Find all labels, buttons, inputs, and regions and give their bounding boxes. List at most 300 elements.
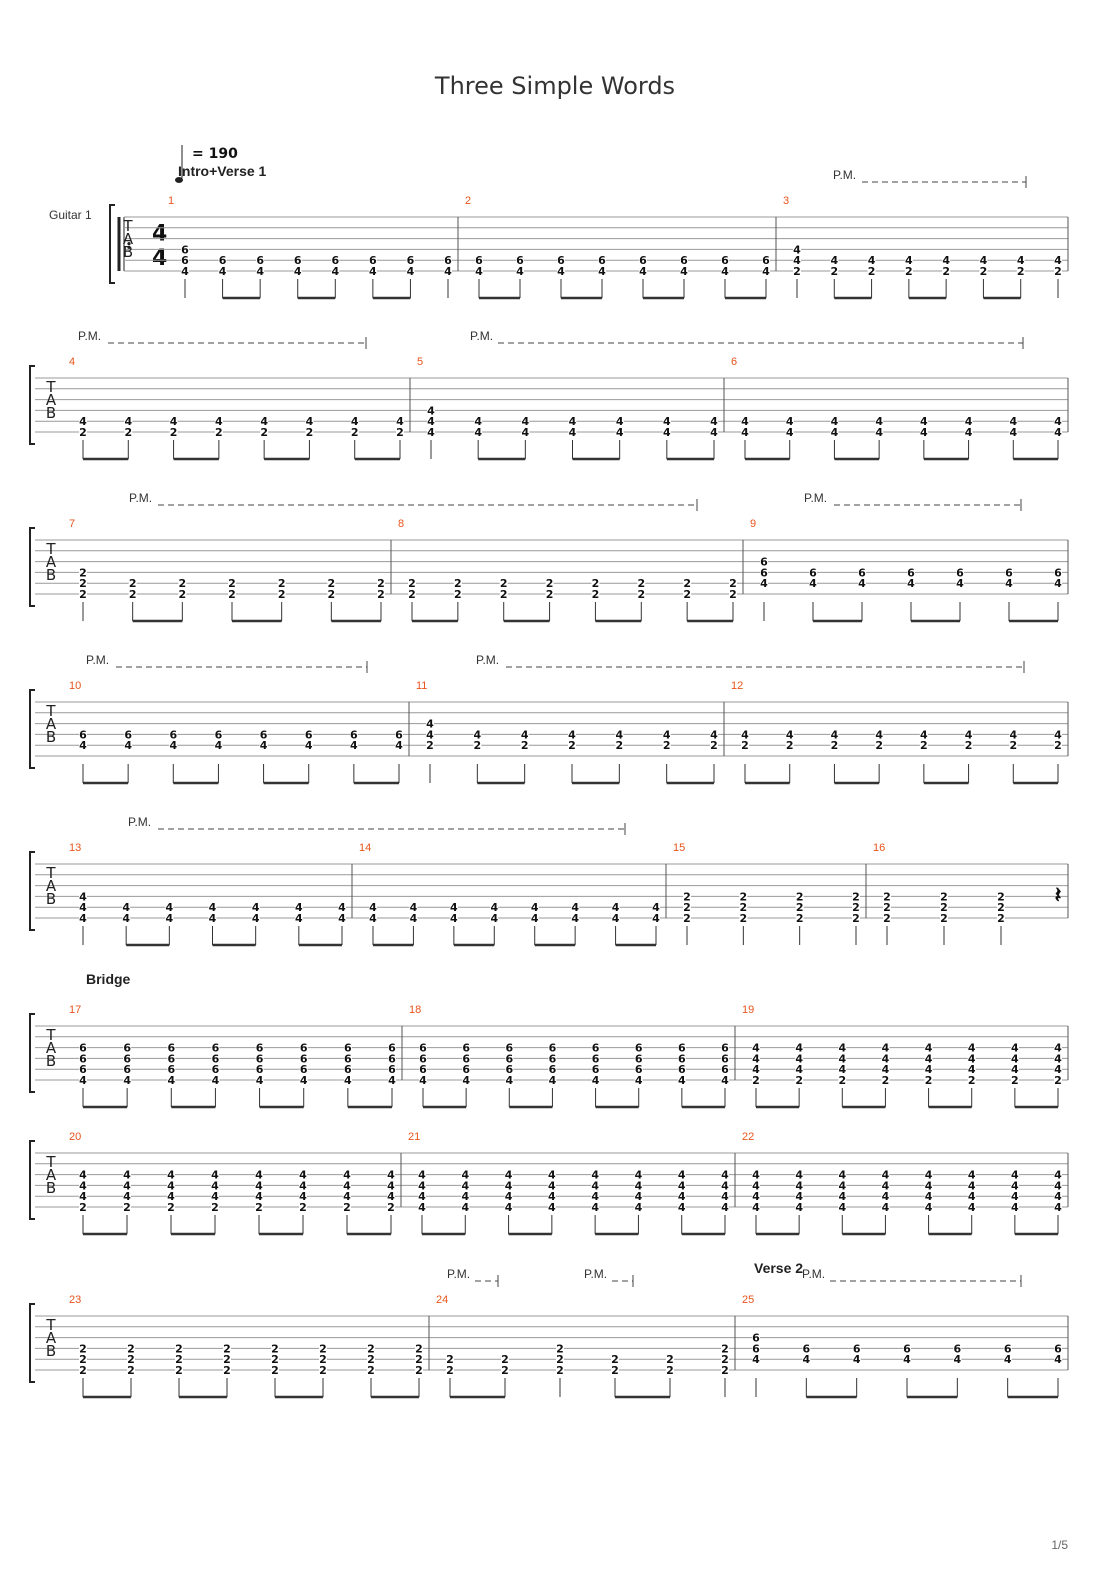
fret-number: 2 (883, 890, 891, 904)
tab-clef-letter: A (45, 715, 57, 733)
fret-number: 2 (501, 1364, 509, 1377)
fret-number: 6 (169, 728, 178, 742)
fret-number: 4 (396, 415, 404, 429)
fret-number: 2 (1054, 265, 1062, 278)
tab-clef-letter: T (46, 1316, 56, 1334)
fret-number: 2 (883, 912, 891, 925)
tab-clef-letter: A (122, 230, 134, 248)
fret-number: 2 (852, 912, 860, 925)
tab-clef-letter: A (45, 1039, 57, 1057)
fret-number: 4 (474, 426, 482, 439)
fret-number: 4 (571, 912, 579, 925)
fret-number: 4 (406, 265, 415, 278)
fret-number: 4 (967, 1052, 976, 1066)
measure-number: 2 (465, 195, 472, 207)
fret-number: 4 (678, 1074, 686, 1087)
fret-number: 2 (79, 1364, 87, 1377)
fret-number: 4 (942, 254, 950, 268)
fret-number: 4 (123, 1190, 131, 1204)
fret-number: 6 (79, 1052, 87, 1066)
fret-number: 4 (924, 1190, 933, 1204)
fret-number: 4 (79, 1179, 87, 1193)
fret-number: 4 (924, 1168, 933, 1182)
fret-number: 2 (123, 1201, 131, 1214)
fret-number: 4 (79, 1074, 87, 1087)
fret-number: 2 (741, 739, 749, 753)
fret-number: 2 (710, 739, 718, 753)
fret-number: 2 (343, 1201, 351, 1214)
palm-mute-label: P.M. (447, 1267, 471, 1281)
measure-number: 7 (69, 518, 76, 530)
fret-number: 4 (611, 901, 620, 915)
fret-number: 2 (367, 1342, 375, 1356)
fret-number: 6 (369, 254, 377, 268)
measure-number: 3 (783, 195, 790, 207)
fret-number: 6 (557, 254, 565, 268)
fret-number: 6 (591, 1063, 600, 1077)
fret-number: 2 (997, 890, 1005, 904)
fret-number: 4 (721, 265, 729, 278)
fret-number: 2 (883, 901, 891, 915)
tab-clef-letter: B (45, 728, 57, 746)
fret-number: 4 (881, 1041, 890, 1055)
fret-number: 2 (852, 901, 860, 915)
fret-number: 4 (1054, 426, 1062, 439)
fret-number: 2 (838, 1074, 847, 1087)
system-bracket (30, 366, 35, 444)
fret-number: 6 (591, 1052, 600, 1066)
fret-number: 4 (924, 1179, 933, 1193)
fret-number: 4 (752, 1063, 760, 1077)
fret-number: 2 (319, 1342, 327, 1356)
fret-number: 2 (795, 1074, 803, 1087)
fret-number: 4 (964, 426, 973, 439)
fret-number: 4 (504, 1190, 513, 1204)
fret-number: 4 (591, 1074, 600, 1087)
fret-number: 4 (652, 912, 660, 925)
fret-number: 4 (662, 728, 671, 742)
fret-number: 2 (591, 577, 600, 591)
fret-number: 4 (752, 1353, 760, 1367)
fret-number: 2 (79, 1353, 87, 1367)
fret-number: 2 (271, 1364, 279, 1377)
fret-number: 6 (211, 1041, 220, 1055)
fret-number: 6 (721, 1052, 729, 1066)
fret-number: 2 (721, 1342, 729, 1356)
system-bracket (110, 205, 115, 283)
fret-number: 4 (299, 1168, 307, 1182)
fret-number: 6 (462, 1052, 470, 1066)
fret-number: 6 (858, 566, 866, 580)
fret-number: 4 (615, 415, 624, 429)
fret-number: 4 (721, 1179, 729, 1193)
fret-number: 6 (259, 728, 268, 742)
fret-number: 4 (548, 1074, 557, 1087)
fret-number: 2 (1009, 739, 1018, 753)
fret-number: 6 (762, 254, 770, 268)
system-bracket (30, 1014, 35, 1092)
fret-number: 4 (967, 1201, 976, 1214)
fret-number: 4 (343, 1168, 351, 1182)
fret-number: 4 (924, 1063, 933, 1077)
time-signature-bottom: 4 (152, 246, 168, 272)
fret-number: 4 (881, 1179, 890, 1193)
measure-number: 10 (69, 680, 82, 692)
fret-number: 4 (875, 728, 883, 742)
fret-number: 6 (1054, 566, 1062, 580)
fret-number: 4 (79, 1190, 87, 1204)
fret-number: 4 (967, 1190, 976, 1204)
tab-clef-letter: B (45, 1052, 57, 1070)
fret-number: 2 (501, 1353, 509, 1367)
fret-number: 6 (214, 728, 223, 742)
fret-number: 6 (802, 1342, 811, 1356)
fret-number: 6 (752, 1342, 760, 1356)
palm-mute-label: P.M. (78, 329, 102, 343)
fret-number: 2 (128, 577, 137, 591)
fret-number: 2 (175, 1353, 183, 1367)
fret-number: 2 (446, 1364, 454, 1377)
fret-number: 4 (215, 415, 223, 429)
fret-number: 6 (123, 1052, 131, 1066)
fret-number: 2 (997, 901, 1005, 915)
fret-number: 6 (167, 1063, 176, 1077)
fret-number: 4 (259, 739, 268, 753)
fret-number: 4 (255, 1168, 263, 1182)
fret-number: 2 (1011, 1074, 1019, 1087)
fret-number: 2 (127, 1342, 135, 1356)
fret-number: 4 (251, 912, 260, 925)
system-bracket (30, 528, 35, 606)
fret-number: 2 (1054, 739, 1062, 753)
fret-number: 4 (571, 901, 579, 915)
fret-number: 4 (208, 912, 217, 925)
fret-number: 4 (122, 901, 130, 915)
fret-number: 4 (795, 1179, 803, 1193)
fret-number: 4 (520, 728, 529, 742)
fret-number: 2 (940, 901, 948, 915)
fret-number: 4 (920, 426, 928, 439)
fret-number: 6 (124, 728, 132, 742)
fret-number: 4 (830, 728, 839, 742)
palm-mute-label: P.M. (584, 1267, 608, 1281)
fret-number: 4 (124, 415, 133, 429)
fret-number: 4 (568, 728, 576, 742)
fret-number: 4 (721, 1190, 729, 1204)
fret-number: 4 (343, 1190, 351, 1204)
fret-number: 6 (678, 1063, 686, 1077)
fret-number: 4 (79, 1168, 87, 1182)
fret-number: 4 (1016, 254, 1025, 268)
fret-number: 4 (615, 426, 624, 439)
fret-number: 4 (530, 901, 539, 915)
fret-number: 2 (683, 890, 691, 904)
fret-number: 4 (591, 1179, 599, 1193)
fret-number: 2 (299, 1201, 307, 1214)
fret-number: 2 (319, 1353, 327, 1367)
fret-number: 4 (752, 1168, 760, 1182)
fret-number: 4 (741, 728, 749, 742)
fret-number: 2 (739, 912, 748, 925)
fret-number: 4 (615, 728, 624, 742)
fret-number: 6 (462, 1063, 470, 1077)
fret-number: 4 (795, 1063, 803, 1077)
fret-number: 6 (591, 1041, 600, 1055)
fret-number: 4 (953, 1353, 962, 1367)
fret-number: 6 (634, 1052, 643, 1066)
fret-number: 4 (881, 1201, 890, 1214)
fret-number: 2 (396, 426, 404, 439)
fret-number: 2 (169, 426, 178, 439)
fret-number: 2 (666, 1353, 674, 1367)
fret-number: 2 (545, 588, 554, 601)
fret-number: 4 (214, 739, 223, 753)
fret-number: 4 (924, 1041, 933, 1055)
fret-number: 2 (415, 1342, 423, 1356)
fret-number: 4 (867, 254, 876, 268)
fret-number: 4 (591, 1190, 599, 1204)
section-label: Intro+Verse 1 (178, 163, 267, 179)
fret-number: 6 (123, 1063, 131, 1077)
fret-number: 2 (867, 265, 876, 278)
fret-number: 4 (956, 577, 964, 591)
fret-number: 6 (680, 254, 688, 268)
fret-number: 4 (838, 1190, 847, 1204)
fret-number: 4 (124, 739, 132, 753)
fret-number: 4 (211, 1168, 219, 1182)
fret-number: 2 (830, 265, 839, 278)
fret-number: 6 (1003, 1342, 1012, 1356)
fret-number: 2 (615, 739, 624, 753)
fret-number: 6 (903, 1342, 911, 1356)
fret-number: 6 (218, 254, 227, 268)
fret-number: 6 (444, 254, 452, 268)
fret-number: 2 (327, 577, 336, 591)
fret-number: 4 (255, 1190, 263, 1204)
tab-clef-letter: T (46, 378, 56, 396)
fret-number: 4 (165, 912, 174, 925)
fret-number: 4 (760, 577, 768, 591)
fret-number: 2 (997, 912, 1005, 925)
fret-number: 2 (408, 588, 416, 601)
fret-number: 4 (338, 912, 346, 925)
fret-number: 6 (395, 728, 403, 742)
measure-number: 8 (398, 518, 405, 530)
fret-number: 2 (964, 739, 973, 753)
fret-number: 2 (350, 426, 359, 439)
measure-number: 21 (408, 1131, 421, 1143)
fret-number: 4 (752, 1201, 760, 1214)
fret-number: 6 (598, 254, 606, 268)
fret-number: 2 (377, 588, 385, 601)
fret-number: 4 (427, 415, 435, 429)
fret-number: 2 (473, 739, 482, 753)
fret-number: 6 (678, 1052, 686, 1066)
fret-number: 2 (277, 588, 286, 601)
fret-number: 4 (167, 1168, 175, 1182)
fret-number: 2 (666, 1364, 674, 1377)
fret-number: 4 (1054, 254, 1062, 268)
fret-number: 4 (809, 577, 817, 591)
fret-number: 4 (1011, 1041, 1019, 1055)
fret-number: 2 (940, 912, 948, 925)
fret-number: 2 (175, 1342, 183, 1356)
fret-number: 2 (611, 1353, 619, 1367)
fret-number: 4 (1011, 1179, 1019, 1193)
fret-number: 4 (387, 1168, 395, 1182)
fret-number: 4 (1003, 1353, 1012, 1367)
fret-number: 2 (683, 912, 691, 925)
tab-clef-letter: T (123, 217, 133, 235)
fret-number: 4 (299, 1190, 307, 1204)
fret-number: 4 (568, 426, 577, 439)
fret-number: 6 (388, 1041, 396, 1055)
fret-number: 6 (462, 1041, 470, 1055)
fret-number: 4 (752, 1041, 760, 1055)
fret-number: 6 (123, 1041, 131, 1055)
fret-number: 2 (875, 739, 883, 753)
fret-number: 4 (418, 1201, 426, 1214)
fret-number: 6 (760, 566, 768, 580)
fret-number: 4 (260, 415, 268, 429)
fret-number: 4 (785, 426, 794, 439)
fret-number: 2 (795, 912, 804, 925)
fret-number: 4 (680, 265, 688, 278)
fret-number: 2 (79, 566, 87, 580)
measure-number: 4 (69, 356, 76, 368)
fret-number: 4 (591, 1168, 599, 1182)
fret-number: 2 (591, 588, 600, 601)
fret-number: 4 (165, 901, 174, 915)
fret-number: 4 (548, 1168, 556, 1182)
measure-number: 16 (873, 842, 886, 854)
fret-number: 4 (964, 728, 973, 742)
fret-number: 4 (838, 1201, 847, 1214)
fret-number: 4 (881, 1052, 890, 1066)
fret-number: 2 (228, 588, 236, 601)
tab-clef-letter: B (122, 243, 134, 261)
fret-number: 4 (838, 1179, 847, 1193)
fret-number: 4 (830, 254, 839, 268)
fret-number: 6 (956, 566, 964, 580)
fret-number: 4 (663, 415, 671, 429)
fret-number: 6 (505, 1063, 514, 1077)
fret-number: 4 (1011, 1201, 1019, 1214)
fret-number: 6 (255, 1063, 264, 1077)
measure-number: 13 (69, 842, 82, 854)
fret-number: 4 (255, 1074, 264, 1087)
fret-number: 6 (388, 1052, 396, 1066)
fret-number: 4 (785, 728, 794, 742)
fret-number: 6 (505, 1052, 514, 1066)
fret-number: 2 (881, 1074, 890, 1087)
tab-clef-letter: A (45, 877, 57, 895)
fret-number: 4 (881, 1190, 890, 1204)
fret-number: 4 (762, 265, 770, 278)
palm-mute-label: P.M. (470, 329, 494, 343)
fret-number: 4 (123, 1179, 131, 1193)
fret-number: 4 (907, 577, 915, 591)
fret-number: 2 (215, 426, 223, 439)
fret-number: 4 (795, 1041, 803, 1055)
tab-clef-letter: T (46, 864, 56, 882)
fret-number: 4 (395, 739, 403, 753)
fret-number: 2 (662, 739, 671, 753)
fret-number: 4 (1054, 1201, 1062, 1214)
fret-number: 2 (223, 1342, 231, 1356)
fret-number: 6 (852, 1342, 861, 1356)
fret-number: 4 (490, 901, 499, 915)
fret-number: 2 (127, 1353, 135, 1367)
measure-number: 5 (417, 356, 424, 368)
fret-number: 4 (611, 912, 620, 925)
fret-number: 4 (444, 265, 452, 278)
fret-number: 4 (1011, 1052, 1019, 1066)
fret-number: 2 (793, 265, 801, 278)
fret-number: 2 (277, 577, 286, 591)
fret-number: 6 (167, 1052, 176, 1066)
fret-number: 2 (178, 577, 187, 591)
fret-number: 4 (211, 1074, 220, 1087)
fret-number: 4 (461, 1168, 470, 1182)
fret-number: 2 (319, 1364, 327, 1377)
fret-number: 6 (255, 1052, 264, 1066)
fret-number: 4 (304, 739, 313, 753)
fret-number: 6 (907, 566, 915, 580)
fret-number: 4 (409, 912, 418, 925)
fret-number: 4 (305, 415, 314, 429)
fret-number: 2 (255, 1201, 263, 1214)
fret-number: 4 (591, 1201, 599, 1214)
fret-number: 4 (462, 1074, 470, 1087)
page-number: 1/5 (1051, 1538, 1068, 1552)
fret-number: 6 (721, 1063, 729, 1077)
fret-number: 4 (1054, 1041, 1062, 1055)
fret-number: 2 (967, 1074, 976, 1087)
fret-number: 2 (128, 588, 137, 601)
fret-number: 4 (967, 1041, 976, 1055)
fret-number: 4 (677, 1190, 686, 1204)
fret-number: 6 (211, 1052, 220, 1066)
fret-number: 2 (752, 1074, 760, 1087)
fret-number: 6 (634, 1063, 643, 1077)
fret-number: 2 (979, 265, 988, 278)
fret-number: 6 (1005, 566, 1013, 580)
fret-number: 4 (741, 426, 749, 439)
fret-number: 6 (344, 1052, 352, 1066)
tab-clef-letter: T (46, 1153, 56, 1171)
fret-number: 2 (729, 577, 737, 591)
fret-number: 6 (79, 1063, 87, 1077)
fret-number: 6 (809, 566, 817, 580)
fret-number: 4 (343, 1179, 351, 1193)
measure-number: 19 (742, 1004, 755, 1016)
fret-number: 4 (1009, 426, 1018, 439)
fret-number: 4 (426, 717, 434, 731)
fret-number: 4 (169, 415, 178, 429)
fret-number: 4 (1054, 1063, 1062, 1077)
measure-number: 11 (416, 680, 428, 692)
fret-number: 4 (1011, 1063, 1019, 1077)
fret-number: 2 (795, 890, 804, 904)
fret-number: 2 (377, 577, 385, 591)
fret-number: 4 (793, 254, 801, 268)
fret-number: 4 (79, 890, 87, 904)
fret-number: 2 (167, 1201, 175, 1214)
fret-number: 4 (881, 1168, 890, 1182)
fret-number: 2 (415, 1364, 423, 1377)
fret-number: 4 (634, 1201, 643, 1214)
